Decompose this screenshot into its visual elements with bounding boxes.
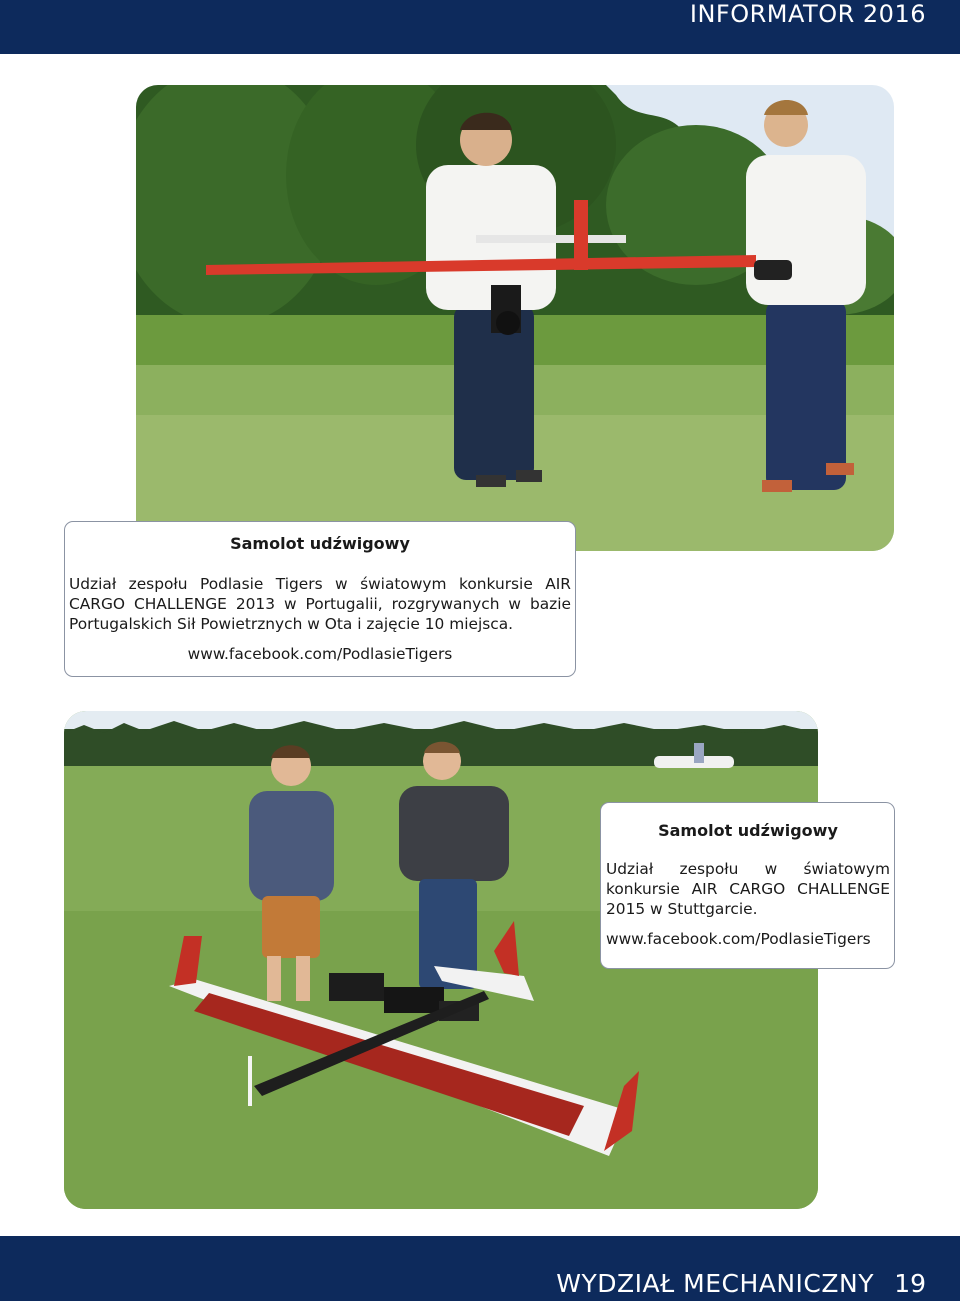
caption-box-2013 <box>64 521 576 677</box>
facebook-link[interactable]: www.facebook.com/PodlasieTigers <box>187 645 453 663</box>
header-bar <box>0 0 960 54</box>
footer-title: WYDZIAŁ MECHANICZNY <box>556 1269 874 1298</box>
caption-box-2015 <box>600 802 895 969</box>
caption-title: Samolot udźwigowy <box>658 821 838 840</box>
caption-body: Udział zespołu w światowym konkursie AIR CARGO CHALLENGE 2015 w Stuttgarcie. <box>606 860 890 918</box>
footer-bar <box>0 1236 960 1301</box>
caption-body: Udział zespołu Podlasie Tigers w światowym konkursie AIR CARGO CHALLENGE 2013 w Portugalii, rozgrywanych w bazie Portugalskich Sił Powietrznych w Ota i zajęcie 10 miejsca. <box>69 575 571 633</box>
caption-title: Samolot udźwigowy <box>230 534 410 553</box>
facebook-link[interactable]: www.facebook.com/PodlasieTigers <box>606 930 871 948</box>
photo-team-carrying-plane <box>136 85 894 551</box>
header-title: INFORMATOR 2016 <box>689 0 926 28</box>
page-number: 19 <box>894 1269 926 1298</box>
